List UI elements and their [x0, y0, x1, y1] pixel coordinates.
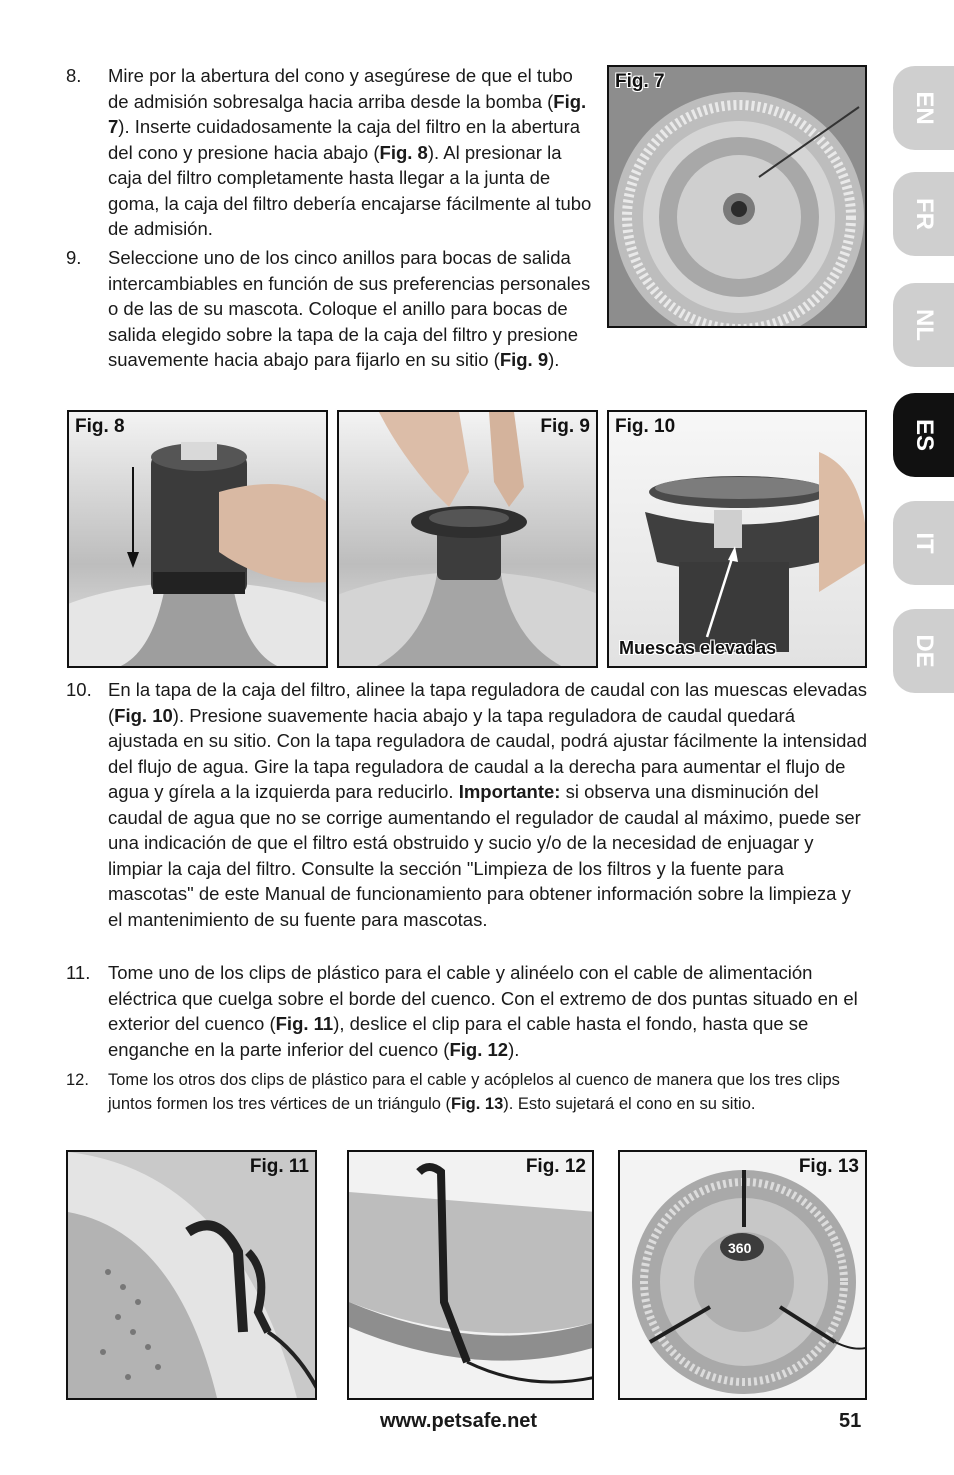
fig-ref: Fig. 9 — [499, 349, 549, 370]
tab-it[interactable]: IT — [893, 501, 954, 585]
fig-ref: Fig. 13 — [451, 1094, 504, 1113]
figure-7 — [607, 65, 867, 328]
fig-ref: Fig. 10 — [114, 704, 173, 726]
fig-ref: Fig. 7 — [108, 90, 587, 137]
tab-nl[interactable]: NL — [893, 283, 954, 367]
figure-9 — [337, 410, 598, 668]
step-number: 10. — [66, 679, 92, 700]
step-number: 8. — [66, 65, 82, 86]
important-label: Importante: — [458, 781, 561, 802]
pet-fountain-logo: 360 — [728, 1240, 752, 1256]
fig7-label: Fig. 7 — [615, 71, 665, 92]
step-11 — [66, 960, 870, 1062]
figure-10 — [607, 410, 867, 668]
step-10 — [66, 677, 870, 932]
figure-12 — [347, 1150, 594, 1400]
fig12-label: Fig. 12 — [525, 1156, 586, 1177]
footer-url[interactable]: www.petsafe.net — [380, 1410, 538, 1432]
fig10-annotation: Muescas elevadas — [619, 638, 777, 658]
step-text: Mire por la abertura del cono y asegúrese de que el tubo de admisión sobresalga hacia arriba desde la bomba (Fig. 7). Inserte cuidadosamente la caja del filtro en la abertura del cono y presione hacia abajo (Fig. 8). Al presionar la caja del filtro completamente hasta llegar a la junta de goma, la caja del filtro debería encajarse fácilmente al tubo de admisión. — [108, 65, 592, 239]
fig11-illustration — [68, 1152, 317, 1400]
fig-ref: Fig. 12 — [449, 1038, 509, 1060]
step-text: Seleccione uno de los cinco anillos para bocas de salida intercambiables en función de sus preferencias personales o de las de su mascota. Coloque el anillo para bocas de salida elegido sobre la tapa de la caja del filtro y presione suavemente hacia abajo para fijarlo en su sitio (Fig. 9). — [108, 247, 591, 370]
fig12-illustration — [349, 1152, 594, 1400]
fig9-label: Fig. 9 — [540, 416, 590, 437]
fig8-illustration — [69, 412, 328, 668]
tab-fr[interactable]: FR — [893, 172, 954, 256]
fig-ref: Fig. 8 — [379, 141, 428, 163]
fig7-illustration — [609, 67, 867, 328]
figure-8 — [67, 410, 328, 668]
tab-en[interactable]: EN — [893, 66, 954, 150]
fig-ref: Fig. 11 — [275, 1013, 334, 1034]
step-number: 12. — [66, 1071, 89, 1089]
step-number: 9. — [66, 247, 82, 268]
step-8 — [66, 63, 598, 242]
step-text: Tome uno de los clips de plástico para el cable y alinéelo con el cable de alimentación eléctrica que cuelga sobre el borde del cuenco. Con el extremo de dos puntas situado en el exterior del cuenco (Fig. 11), deslice el clip para el cable hasta el fondo, hasta que se enganche en la parte inferior del cuenco (Fig. 12). — [108, 962, 858, 1060]
fig11-label: Fig. 11 — [249, 1156, 309, 1177]
figure-13 — [618, 1150, 867, 1400]
tab-de[interactable]: DE — [893, 609, 954, 693]
fig9-illustration — [339, 412, 598, 668]
fig10-illustration — [609, 412, 867, 668]
step-12 — [66, 1069, 870, 1116]
fig8-label: Fig. 8 — [75, 416, 125, 437]
tab-es[interactable]: ES — [893, 393, 954, 477]
step-9 — [66, 245, 598, 373]
fig10-label: Fig. 10 — [615, 416, 676, 437]
step-text: Tome los otros dos clips de plástico para el cable y acóplelos al cuenco de manera que los tres clips juntos formen los tres vértices de un triángulo (Fig. 13). Esto sujetará el cono en su sitio. — [108, 1071, 840, 1113]
fig13-illustration — [620, 1152, 867, 1400]
step-number: 11. — [66, 962, 91, 983]
figure-11 — [66, 1150, 317, 1400]
page-number: 51 — [839, 1410, 862, 1432]
fig13-label: Fig. 13 — [798, 1156, 859, 1177]
step-text: En la tapa de la caja del filtro, alinee la tapa reguladora de caudal con las muescas elevadas (Fig. 10). Presione suavemente hacia abajo y la tapa reguladora de caudal quedará ajustada en su sitio. Con la tapa reguladora de caudal, podrá ajustar fácilmente la intensidad del flujo de agua. Gire la tapa reguladora de caudal a la derecha para aumentar el flujo de agua y gírela a la izquierda para reducirlo. Importante: si observa una disminución del caudal de agua que no se corrige aumentando el regulador de caudal al máximo, puede ser una indicación de que el filtro está obstruido y sucio y/o de la necesidad de enjuagar y limpiar la caja del filtro. Consulte la sección "Limpieza de los filtros y la fuente para mascotas" de este Manual de funcionamiento para obtener información sobre la limpieza y el mantenimiento de su fuente para mascotas. — [108, 679, 867, 930]
